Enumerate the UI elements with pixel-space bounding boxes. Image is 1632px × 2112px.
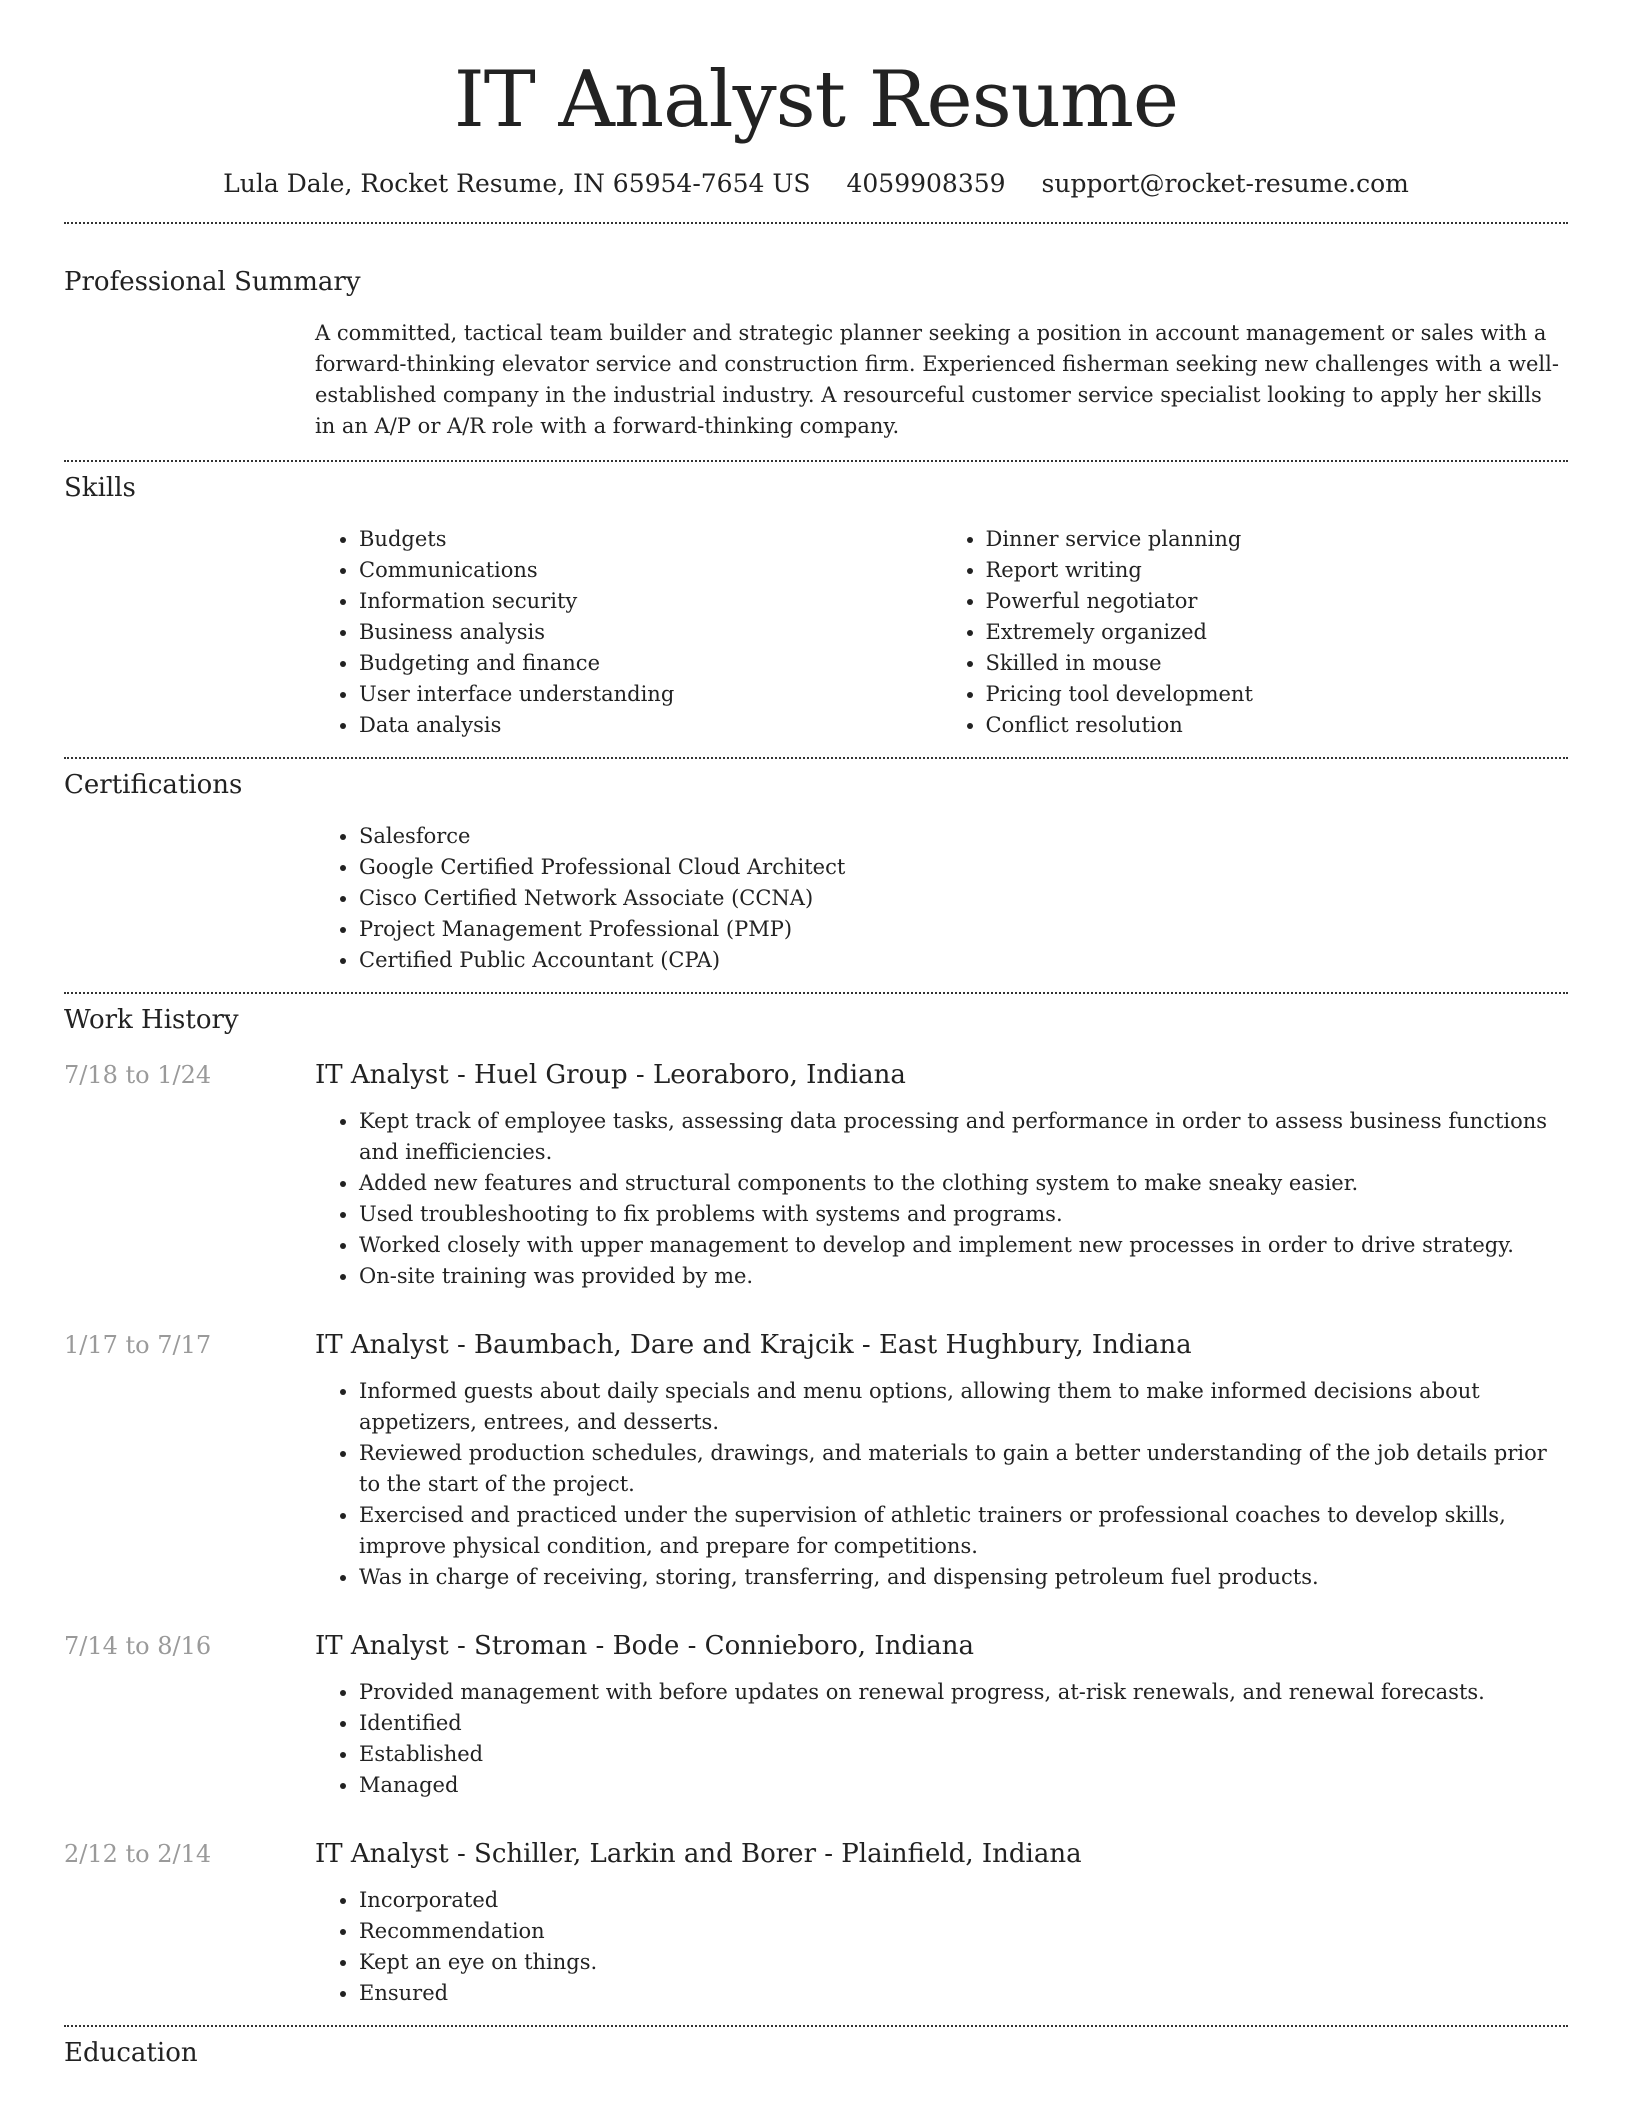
list-item: • Report writing xyxy=(986,555,1569,586)
job-entry xyxy=(64,1629,1568,1801)
list-item: • Budgeting and finance xyxy=(359,648,942,679)
contact-phone: 4059908359 xyxy=(846,169,1006,198)
summary-heading: Professional Summary xyxy=(64,267,361,297)
list-item: • Worked closely with upper management to develop and implement new processes in order to drive strategy. xyxy=(359,1230,1568,1261)
job-bullets xyxy=(315,1885,1568,2009)
job-bullets xyxy=(315,1677,1568,1801)
education-section xyxy=(64,2035,1568,2071)
work-divider xyxy=(64,2025,1568,2027)
job-title: IT Analyst - Baumbach, Dare and Krajcik - East Hughbury, Indiana xyxy=(315,1330,1192,1360)
skills-divider xyxy=(64,757,1568,759)
list-item: • Google Certified Professional Cloud Architect xyxy=(359,852,1568,883)
list-item: • Extremely organized xyxy=(986,617,1569,648)
summary-divider xyxy=(64,460,1568,462)
list-item: • Provided management with before updates on renewal progress, at-risk renewals, and renewal forecasts. xyxy=(359,1677,1568,1708)
summary-text: A committed, tactical team builder and strategic planner seeking a position in account management or sales with a forward-thinking elevator service and construction firm. Experienced fisherman seeking new challenges with a well-established company in the industrial industry. A resourceful customer service specialist looking to apply her skills in an A/P or A/R role with a forward-thinking company. xyxy=(315,321,1559,438)
header-divider xyxy=(64,222,1568,224)
list-item: • Kept an eye on things. xyxy=(359,1947,1568,1978)
job-entry xyxy=(64,1328,1568,1593)
list-item: • Established xyxy=(359,1739,1568,1770)
job-date: 7/18 to 1/24 xyxy=(64,1061,212,1089)
list-item: • Business analysis xyxy=(359,617,942,648)
job-bullets xyxy=(315,1376,1568,1593)
list-item: • Communications xyxy=(359,555,942,586)
list-item: • Added new features and structural components to the clothing system to make sneaky easier. xyxy=(359,1168,1568,1199)
list-item: • Cisco Certified Network Associate (CCNA) xyxy=(359,883,1568,914)
list-item: • Data analysis xyxy=(359,710,942,741)
skills-section xyxy=(64,470,1568,741)
education-heading: Education xyxy=(64,2038,198,2068)
list-item: • Kept track of employee tasks, assessing data processing and performance in order to assess business functions and inefficiencies. xyxy=(359,1106,1568,1168)
list-item: • Dinner service planning xyxy=(986,524,1569,555)
job-bullets xyxy=(315,1106,1568,1292)
work-heading: Work History xyxy=(64,1005,239,1035)
summary-body xyxy=(315,318,1568,442)
list-item: • Was in charge of receiving, storing, transferring, and dispensing petroleum fuel products. xyxy=(359,1562,1568,1593)
list-item: • Pricing tool development xyxy=(986,679,1569,710)
list-item: • Certified Public Accountant (CPA) xyxy=(359,945,1568,976)
job-details xyxy=(315,1677,1568,1801)
certifications-body xyxy=(315,821,1568,976)
job-entry xyxy=(64,1837,1568,2009)
job-details xyxy=(315,1106,1568,1292)
list-item: • Powerful negotiator xyxy=(986,586,1569,617)
list-item: • Ensured xyxy=(359,1978,1568,2009)
job-title: IT Analyst - Huel Group - Leoraboro, Indiana xyxy=(315,1060,906,1090)
list-item: • Reviewed production schedules, drawings, and materials to gain a better understanding of the job details prior to the start of the project. xyxy=(359,1438,1568,1500)
job-date: 2/12 to 2/14 xyxy=(64,1840,212,1868)
skills-heading: Skills xyxy=(64,473,136,503)
certifications-heading: Certifications xyxy=(64,770,243,800)
job-entry xyxy=(64,1058,1568,1292)
contact-email: support@rocket-resume.com xyxy=(1041,169,1409,198)
list-item: • Skilled in mouse xyxy=(986,648,1569,679)
job-date: 7/14 to 8/16 xyxy=(64,1632,212,1660)
list-item: • On-site training was provided by me. xyxy=(359,1261,1568,1292)
skills-body xyxy=(315,524,1568,741)
list-item: • Exercised and practiced under the supervision of athletic trainers or professional coaches to develop skills, improve physical condition, and prepare for competitions. xyxy=(359,1500,1568,1562)
summary-section xyxy=(64,264,1568,442)
job-title: IT Analyst - Schiller, Larkin and Borer - Plainfield, Indiana xyxy=(315,1839,1082,1869)
list-item: • Incorporated xyxy=(359,1885,1568,1916)
job-details xyxy=(315,1885,1568,2009)
certifications-list xyxy=(315,821,1568,976)
skills-list-right xyxy=(942,524,1569,741)
list-item: • Information security xyxy=(359,586,942,617)
list-item: • Recommendation xyxy=(359,1916,1568,1947)
certifications-divider xyxy=(64,992,1568,994)
contact-address: Lula Dale, Rocket Resume, IN 65954-7654 US xyxy=(223,169,811,198)
certifications-section xyxy=(64,767,1568,976)
list-item: • Budgets xyxy=(359,524,942,555)
list-item: • Identified xyxy=(359,1708,1568,1739)
list-item: • Conflict resolution xyxy=(986,710,1569,741)
list-item: • Informed guests about daily specials and menu options, allowing them to make informed decisions about appetizers, entrees, and desserts. xyxy=(359,1376,1568,1438)
job-details xyxy=(315,1376,1568,1593)
job-date: 1/17 to 7/17 xyxy=(64,1331,212,1359)
page-title: IT Analyst Resume xyxy=(453,55,1179,145)
list-item: • User interface understanding xyxy=(359,679,942,710)
list-item: • Used troubleshooting to fix problems with systems and programs. xyxy=(359,1199,1568,1230)
list-item: • Managed xyxy=(359,1770,1568,1801)
list-item: • Project Management Professional (PMP) xyxy=(359,914,1568,945)
job-title: IT Analyst - Stroman - Bode - Connieboro, Indiana xyxy=(315,1631,975,1661)
work-section xyxy=(64,1002,1568,2009)
contact-line xyxy=(64,166,1568,202)
skills-list-left xyxy=(315,524,942,741)
list-item: • Salesforce xyxy=(359,821,1568,852)
